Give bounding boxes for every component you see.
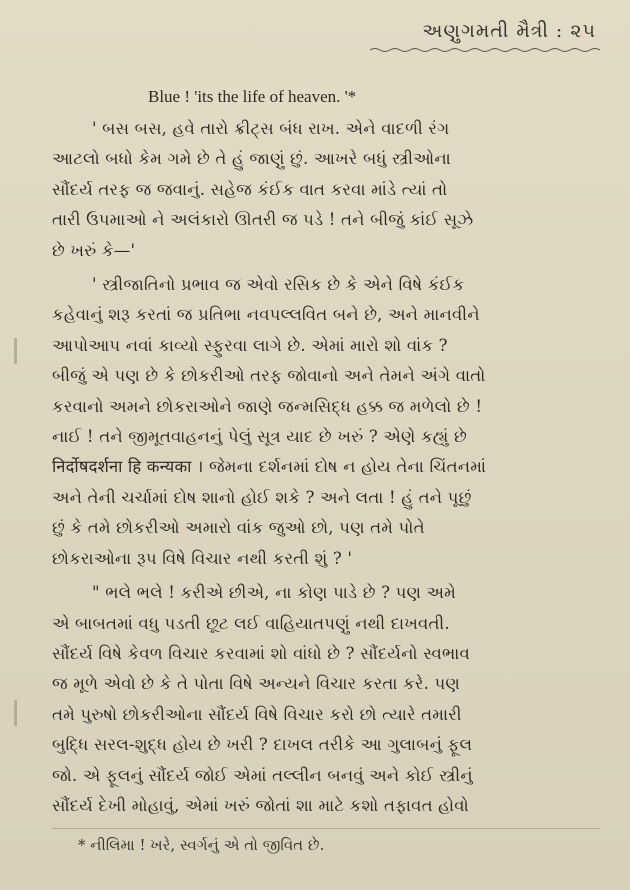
- binding-mark: [14, 700, 17, 726]
- text-line: જો. એ ફૂલનું સૌંદર્ય જોઈ એમાં તલ્લીન બનવું અને કોઈ સ્ત્રીનું: [52, 765, 473, 785]
- text-line: " ભલે ભલે ! કરીએ છીએ, ના કોણ પાડે છે ? પણ અમે: [92, 583, 456, 603]
- binding-mark: [14, 338, 17, 364]
- header-ornament-rule: [370, 47, 600, 53]
- text-line: છોકરાઓના રૂપ વિષે વિચાર નથી કરતી શું ? ': [52, 548, 353, 568]
- paragraph-2: [52, 270, 600, 574]
- text-line: આટલો બધો કેમ ગમે છે તે હું જાણું છું. આખરે બધું સ્ત્રીઓના: [52, 149, 451, 169]
- text-line: નાઈ ! તને જીમૂતવાહનનું પેલું સૂત્ર યાદ છે ખરું ? એણે કહ્યું છે: [52, 427, 467, 447]
- running-header: અણુગમતી મૈત્રી : ૨૫: [422, 20, 596, 42]
- text-line: કરવાનો અમને છોકરાઓને જાણે જન્મસિદ્ધ હક્ક જ મળેલો છે !: [52, 396, 483, 416]
- text-line: તારી ઉપમાઓ ને અલંકારો ઊતરી જ પડે ! તને બીજું કાંઈ સૂઝે: [52, 210, 474, 230]
- text-line: निर्दोषदर्शना हि कन्यका । જેમના દર્શનમાં દોષ ન હોય તેના ચિંતનમાં: [52, 457, 487, 477]
- epigraph: Blue ! 'its the life of heaven. '*: [148, 87, 357, 106]
- text-line: ' બસ બસ, હવે તારો ક્રીટ્સ બંધ રાખ. એને વાદળી રંગ: [92, 119, 450, 138]
- text-line: છું કે તમે છોકરીઓ અમારો વાંક જુઓ છો, પણ તમે પોતે: [52, 518, 425, 538]
- text-line: કહેવાનું શરૂ કરતાં જ પ્રતિભા નવપલ્લવિત બને છે, અને માનવીને: [52, 305, 480, 325]
- footnote: * નીલિમા ! ખરે, સ્વર્ગનું એ તો જીવિત છે.: [78, 836, 325, 854]
- footnote-divider: [52, 828, 600, 829]
- text-line: એ બાબતમાં વધુ પડતી છૂટ લઈ વાહિયાતપણું નથી દાખવતી.: [52, 613, 450, 633]
- text-line: ' સ્ત્રીજાતિનો પ્રભાવ જ એવો રસિક છે કે એને વિષે કંઈક: [92, 275, 465, 295]
- text-line: સૌંદર્ય દેખી મોહાવું, એમાં ખરું જોતાં શા માટે કશો તફાવત હોવો: [52, 795, 469, 815]
- text-line: સૌંદર્ય વિષે કેવળ વિચાર કરવામાં શો વાંધો છે ? સૌંદર્યનો સ્વભાવ: [52, 643, 470, 663]
- paragraph-1: [52, 114, 600, 266]
- page-body: [52, 82, 600, 821]
- text-line: અને તેની ચર્ચામાં દોષ શાનો હોઈ શકે ? અને લતા ! હું તને પૂછું: [52, 487, 472, 507]
- text-line: સૌંદર્ય તરફ જ જવાનું. સહેજ કંઈક વાત કરવા માંડે ત્યાં તો: [52, 179, 448, 199]
- text-line: આપોઆપ નવાં કાવ્યો સ્ફુરવા લાગે છે. એમાં મારો શો વાંક ?: [52, 335, 448, 355]
- text-line: બુદ્ધિ સરલ-શુદ્ધ હોય છે ખરી ? દાખલ તરીકે આ ગુલાબનું ફૂલ: [52, 735, 473, 755]
- paragraph-3: [52, 578, 600, 821]
- text-line: છે ખરું કે—': [52, 240, 136, 260]
- text-line: તમે પુરુષો છોકરીઓના સૌંદર્ય વિષે વિચાર કરો છો ત્યારે તમારી: [52, 704, 462, 724]
- text-line: બીજું એ પણ છે કે છોકરીઓ તરફ જોવાનો અને તેમને અંગે વાતો: [52, 366, 486, 386]
- text-line: જ મૂળે એવો છે કે તે પોતા વિષે અન્યને વિચાર કરતા કરે. પણ: [52, 674, 461, 694]
